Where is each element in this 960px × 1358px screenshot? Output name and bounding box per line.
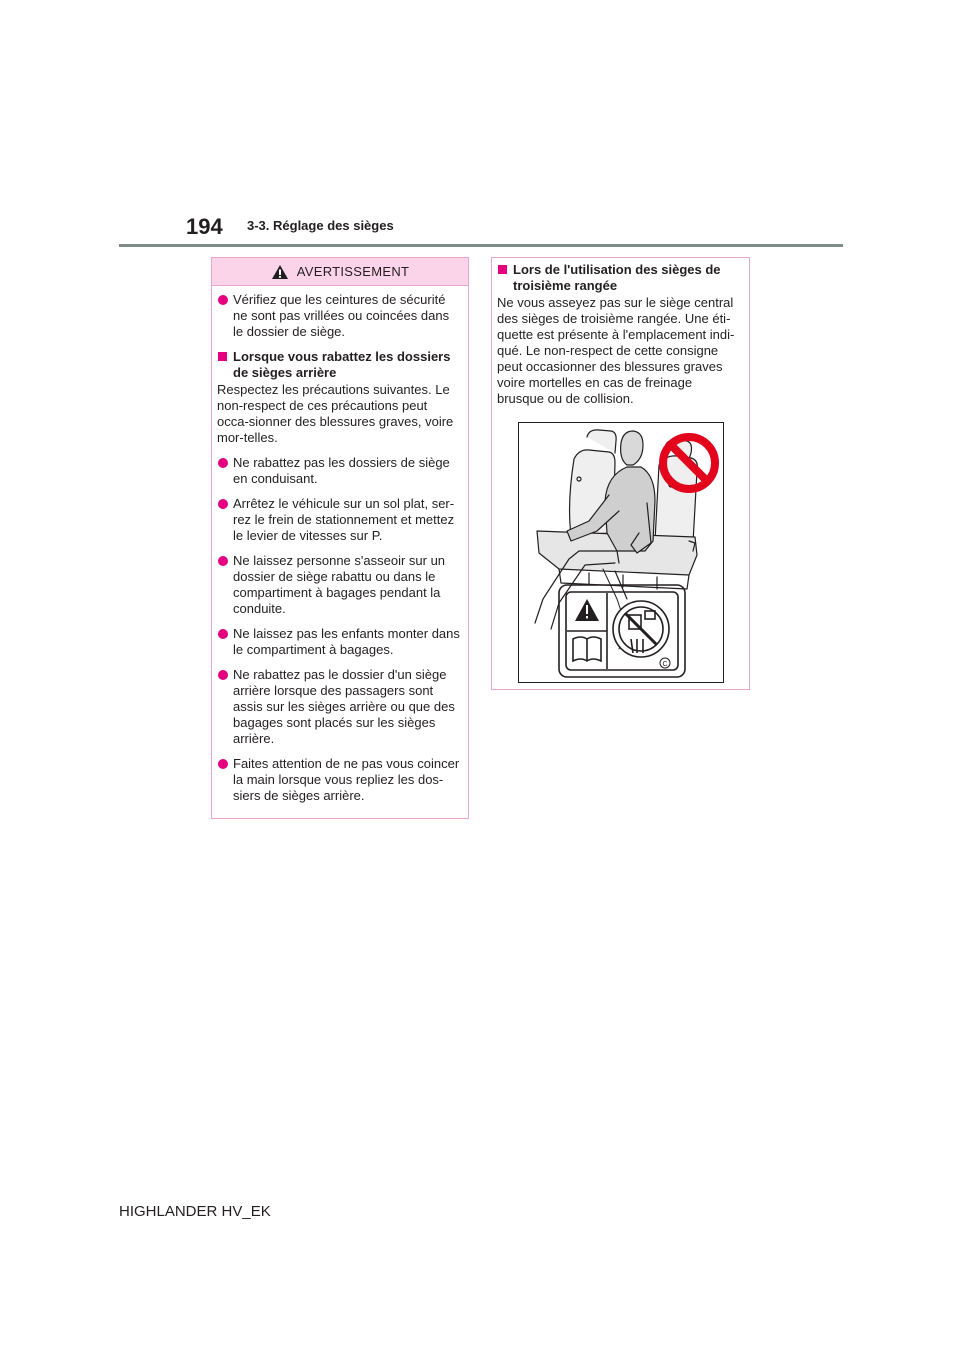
bullet-dot-icon <box>218 670 228 680</box>
third-row-box <box>491 257 750 690</box>
bullet-dot-icon <box>218 295 228 305</box>
seat-illustration-svg <box>519 423 723 682</box>
warning-subheading: Lorsque vous rabattez les dossiers de sièges arrière <box>217 349 460 381</box>
footer-model: HIGHLANDER HV_EK <box>119 1203 271 1220</box>
square-bullet-icon <box>218 352 227 361</box>
warning-bullet: Ne rabattez pas les dossiers de siège en conduisant. <box>217 455 460 487</box>
third-row-paragraph: Ne vous asseyez pas sur le siège central des sièges de troisième rangée. Une éti-quette est présente à l'emplacement indi-qué. Le non-respect de cette consigne peut occasionner des blessures graves voire mortelles en cas de freinage brusque ou de collision. <box>497 295 735 406</box>
square-bullet-icon <box>498 265 507 274</box>
warning-header <box>212 258 468 286</box>
third-row-subheading: Lors de l'utilisation des sièges de troisième rangée <box>497 262 741 294</box>
warning-box <box>211 257 469 819</box>
warning-bullet: Ne laissez personne s'asseoir sur un dossier de siège rabattu ou dans le compartiment à bagages pendant la conduite. <box>217 553 460 617</box>
third-row-seat-illustration <box>518 422 724 683</box>
warning-paragraph: Respectez les précautions suivantes. Le non-respect de ces précautions peut occa-sionner des blessures graves, voire mor-telles. <box>217 382 454 445</box>
warning-bullet: Ne laissez pas les enfants monter dans le compartiment à bagages. <box>217 626 460 658</box>
section-title: 3-3. Réglage des sièges <box>247 218 394 233</box>
warning-title: AVERTISSEMENT <box>296 264 410 279</box>
bullet-dot-icon <box>218 556 228 566</box>
warning-triangle-icon <box>271 264 289 280</box>
bullet-dot-icon <box>218 759 228 769</box>
warning-bullet: Arrêtez le véhicule sur un sol plat, ser-rez le frein de stationnement et mettez le levier de vitesses sur P. <box>217 496 460 544</box>
header-divider <box>119 244 843 247</box>
warning-intro-bullet: Vérifiez que les ceintures de sécurité ne sont pas vrillées ou coincées dans le dossier de siège. <box>217 292 460 340</box>
bullet-dot-icon <box>218 629 228 639</box>
warning-bullet: Faites attention de ne pas vous coincer la main lorsque vous repliez les dos-siers de sièges arrière. <box>217 756 460 804</box>
page-number: 194 <box>186 214 223 239</box>
warning-bullet: Ne rabattez pas le dossier d'un siège arrière lorsque des passagers sont assis sur les sièges arrière ou que des bagages sont placés sur les sièges arrière. <box>217 667 460 747</box>
bullet-dot-icon <box>218 458 228 468</box>
label-letter: C <box>662 661 668 668</box>
bullet-dot-icon <box>218 499 228 509</box>
